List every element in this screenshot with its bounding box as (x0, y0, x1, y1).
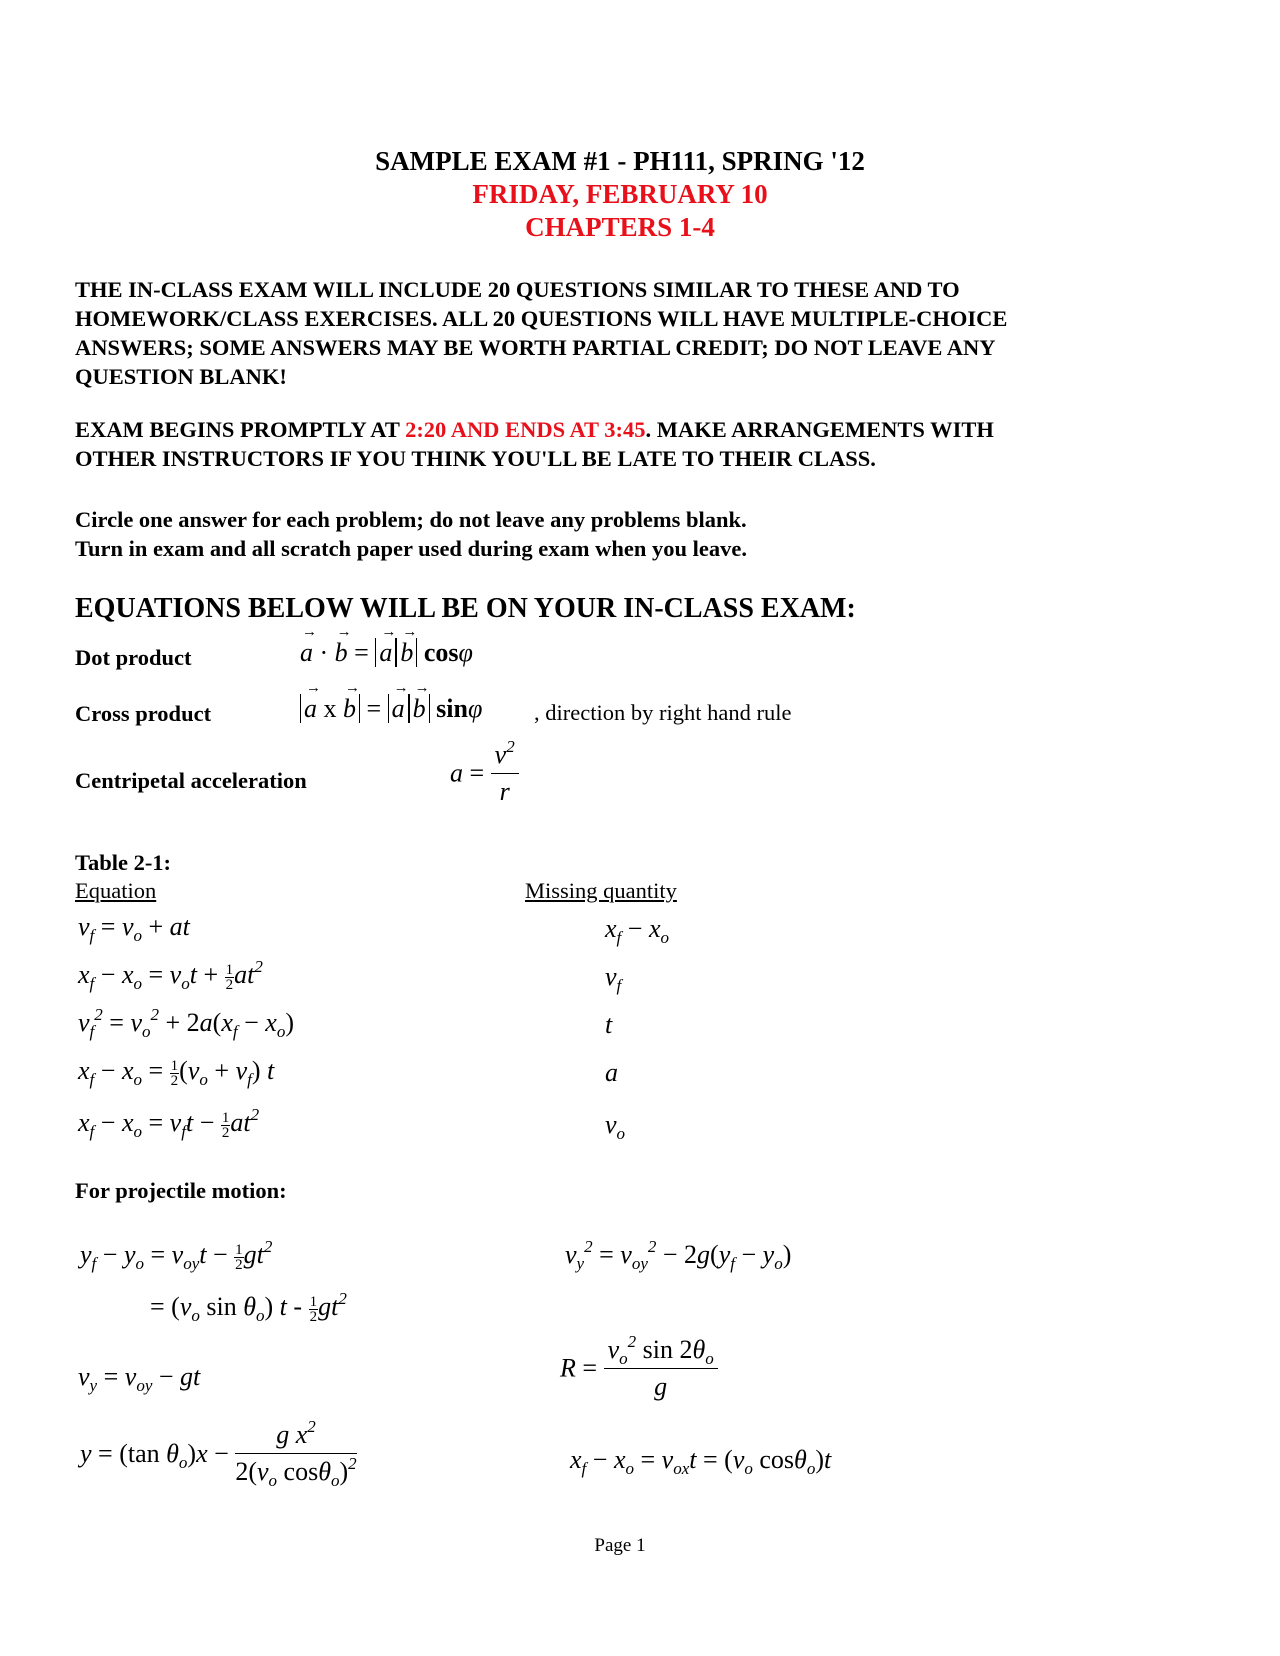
intro-line: HOMEWORK/CLASS EXERCISES. ALL 20 QUESTIONS WILL HAVE MULTIPLE-CHOICE (75, 306, 1008, 331)
timing-paragraph (75, 415, 994, 473)
intro-paragraph (75, 275, 1007, 391)
centripetal-label: Centripetal acceleration (75, 768, 307, 793)
table-title: Table 2-1: (75, 850, 172, 875)
centripetal-formula: a = $\frac{v^2}{r}$ (450, 740, 519, 807)
projectile-y-displacement: $y_f - y_o = v_{oy}t$ − $\frac{1}{2}$ $gt^2$ (80, 1237, 273, 1273)
dot-product-formula: → a · → b = → a→ b cosφ (300, 638, 473, 668)
timing-line2: OTHER INSTRUCTORS IF YOU THINK YOU'LL BE LATE TO THEIR CLASS. (75, 446, 876, 471)
timing-prefix: EXAM BEGINS PROMPTLY AT (75, 417, 406, 442)
dot-product-label: Dot product (75, 645, 192, 670)
kinematics-equation-2: $x_f - x_o = v_ot$ + $\frac{1}{2}$ $at^2$ (78, 957, 263, 993)
timing-range: 2:20 AND ENDS AT 3:45 (405, 417, 646, 442)
kinematics-equation-5: $x_f - x_o = v_ft$ − $\frac{1}{2}$ $at^2$ (78, 1105, 260, 1141)
missing-quantity-5: $v_o$ (605, 1110, 626, 1143)
projectile-y-displacement-expanded: = ($v_o$ $\sin \theta_o$) t - $\frac{1}{2}$ $gt^2$ (150, 1289, 347, 1325)
instruction-line: Turn in exam and all scratch paper used during exam when you leave. (75, 536, 747, 561)
table-col-equation: Equation (75, 878, 157, 903)
missing-quantity-4: a (605, 1058, 618, 1087)
projectile-x-displacement: $x_f - x_o = v_{ox}t = (v_o$ cosθ$_o$)t (570, 1445, 832, 1478)
missing-quantity-2: $v_f$ (605, 962, 622, 995)
instruction-line: Circle one answer for each problem; do not leave any problems blank. (75, 507, 747, 532)
intro-line: ANSWERS; SOME ANSWERS MAY BE WORTH PARTIAL CREDIT; DO NOT LEAVE ANY (75, 335, 996, 360)
projectile-title: For projectile motion: (75, 1178, 287, 1203)
cross-product-formula: → a x → b = → a→ b sinφ (300, 694, 482, 724)
projectile-vy-squared: $v_y^2 = v_{oy}^2 - 2g(y_f - y_o)$ (565, 1237, 792, 1273)
table-col-missing: Missing quantity (525, 878, 677, 903)
equations-heading: EQUATIONS BELOW WILL BE ON YOUR IN-CLASS EXAM: (75, 593, 856, 624)
intro-line: THE IN-CLASS EXAM WILL INCLUDE 20 QUESTIONS SIMILAR TO THESE AND TO (75, 277, 960, 302)
missing-quantity-3: t (605, 1010, 613, 1039)
cross-product-note: , direction by right hand rule (534, 700, 792, 725)
missing-quantity-1: $x_f - x_o$ (605, 914, 669, 947)
timing-suffix: . MAKE ARRANGEMENTS WITH (645, 417, 994, 442)
kinematics-equation-3: $v_f^2 = v_o^2 + 2a(x_f - x_o)$ (78, 1005, 295, 1041)
instructions (75, 505, 747, 563)
cross-product-label: Cross product (75, 701, 212, 726)
projectile-trajectory: y = (tan $\theta_o)x$ − $\frac{g x^2}{2(v_o \cos\theta_o)^2}$ (80, 1417, 357, 1490)
exam-title: SAMPLE EXAM #1 - PH111, SPRING '12 (375, 146, 865, 176)
intro-line: QUESTION BLANK! (75, 364, 287, 389)
kinematics-equation-1: $v_f = v_o$ + at (78, 912, 190, 945)
projectile-range: R = $\frac{v_o^2 \sin 2\theta_o}{g}$ (560, 1335, 718, 1402)
kinematics-equation-4: $x_f - x_o$ = $\frac{1}{2}$ $(v_o + v_f)$ t (78, 1056, 275, 1089)
projectile-vy: $v_y = v_{oy}$ − gt (78, 1362, 201, 1395)
page-number: Page 1 (594, 1535, 646, 1556)
exam-date: FRIDAY, FEBRUARY 10 (472, 179, 768, 209)
exam-chapters: CHAPTERS 1-4 (525, 212, 715, 242)
